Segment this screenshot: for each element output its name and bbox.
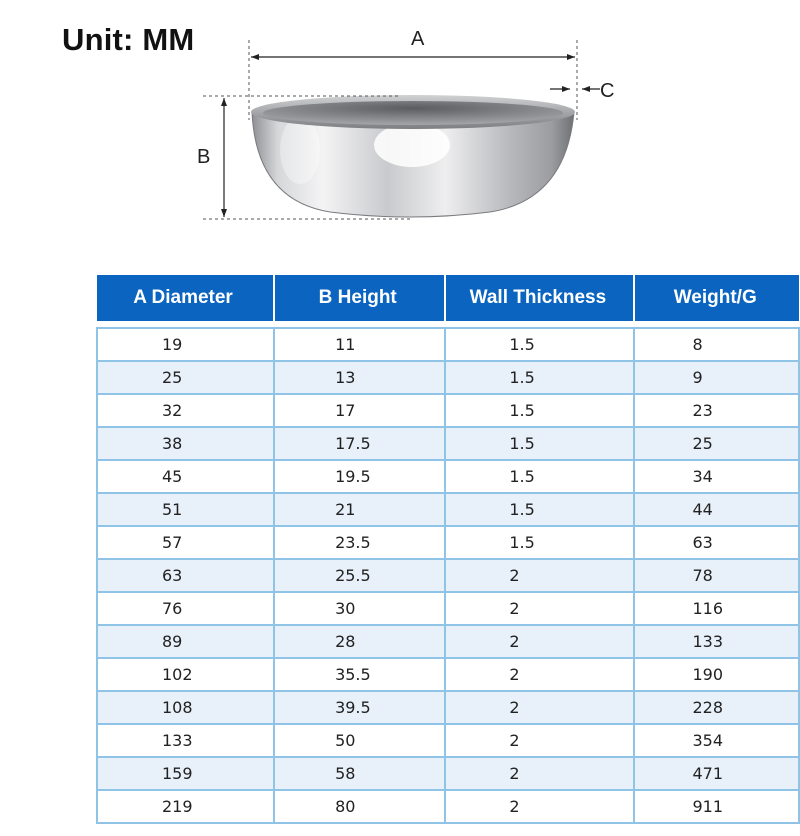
cell-b-height: 80	[274, 790, 445, 823]
cell-weight: 9	[634, 361, 799, 394]
header-a-diameter: A Diameter	[97, 275, 274, 321]
cell-a-diameter: 38	[97, 427, 274, 460]
dimension-b-label: B	[197, 146, 211, 168]
cell-wall-thickness: 2	[445, 658, 634, 691]
cell-weight: 354	[634, 724, 799, 757]
cell-weight: 228	[634, 691, 799, 724]
cell-weight: 911	[634, 790, 799, 823]
table-row	[97, 394, 799, 427]
table-row	[97, 493, 799, 526]
cell-wall-thickness: 2	[445, 592, 634, 625]
table-row	[97, 790, 799, 823]
cell-b-height: 39.5	[274, 691, 445, 724]
table-row	[97, 427, 799, 460]
cell-wall-thickness: 1.5	[445, 526, 634, 559]
cell-wall-thickness: 2	[445, 625, 634, 658]
cell-a-diameter: 19	[97, 328, 274, 361]
header-wall-thickness: Wall Thickness	[445, 275, 634, 321]
table-row	[97, 658, 799, 691]
cell-wall-thickness: 1.5	[445, 493, 634, 526]
cell-wall-thickness: 2	[445, 724, 634, 757]
cell-wall-thickness: 1.5	[445, 328, 634, 361]
cell-weight: 34	[634, 460, 799, 493]
table-row	[97, 328, 799, 361]
cell-a-diameter: 102	[97, 658, 274, 691]
table-row	[97, 724, 799, 757]
cell-b-height: 30	[274, 592, 445, 625]
cell-weight: 8	[634, 328, 799, 361]
cell-weight: 133	[634, 625, 799, 658]
cell-b-height: 17	[274, 394, 445, 427]
cell-a-diameter: 108	[97, 691, 274, 724]
spec-table	[96, 275, 800, 824]
cell-weight: 63	[634, 526, 799, 559]
table-row	[97, 691, 799, 724]
cell-a-diameter: 159	[97, 757, 274, 790]
cell-b-height: 13	[274, 361, 445, 394]
table-row	[97, 460, 799, 493]
cell-wall-thickness: 2	[445, 790, 634, 823]
cell-a-diameter: 219	[97, 790, 274, 823]
cell-a-diameter: 51	[97, 493, 274, 526]
table-body	[97, 328, 799, 823]
unit-label: Unit: MM	[62, 22, 195, 57]
cell-wall-thickness: 1.5	[445, 460, 634, 493]
cell-weight: 116	[634, 592, 799, 625]
table-row	[97, 757, 799, 790]
table-header-row	[97, 275, 799, 321]
cell-a-diameter: 89	[97, 625, 274, 658]
cell-b-height: 23.5	[274, 526, 445, 559]
cell-weight: 23	[634, 394, 799, 427]
cell-weight: 471	[634, 757, 799, 790]
cell-b-height: 19.5	[274, 460, 445, 493]
cell-a-diameter: 25	[97, 361, 274, 394]
cell-a-diameter: 45	[97, 460, 274, 493]
header-b-height: B Height	[274, 275, 445, 321]
table-row	[97, 592, 799, 625]
cell-b-height: 35.5	[274, 658, 445, 691]
cell-weight: 190	[634, 658, 799, 691]
cell-b-height: 17.5	[274, 427, 445, 460]
cell-b-height: 25.5	[274, 559, 445, 592]
table-row	[97, 526, 799, 559]
cell-a-diameter: 57	[97, 526, 274, 559]
header-weight: Weight/G	[634, 275, 799, 321]
cell-weight: 25	[634, 427, 799, 460]
table-row	[97, 625, 799, 658]
cell-a-diameter: 133	[97, 724, 274, 757]
cell-b-height: 28	[274, 625, 445, 658]
cell-wall-thickness: 1.5	[445, 394, 634, 427]
cell-a-diameter: 76	[97, 592, 274, 625]
cell-wall-thickness: 2	[445, 757, 634, 790]
dimension-a-label: A	[411, 28, 425, 50]
bowl-highlight	[374, 123, 450, 167]
cell-a-diameter: 32	[97, 394, 274, 427]
cell-weight: 78	[634, 559, 799, 592]
cell-b-height: 11	[274, 328, 445, 361]
table-row	[97, 361, 799, 394]
dimension-c-label: C	[600, 80, 615, 102]
cell-b-height: 50	[274, 724, 445, 757]
cell-wall-thickness: 2	[445, 691, 634, 724]
cell-wall-thickness: 1.5	[445, 427, 634, 460]
cell-b-height: 21	[274, 493, 445, 526]
bowl-dimension-diagram	[0, 0, 800, 240]
cell-wall-thickness: 1.5	[445, 361, 634, 394]
table-row	[97, 559, 799, 592]
cell-b-height: 58	[274, 757, 445, 790]
cell-wall-thickness: 2	[445, 559, 634, 592]
cell-a-diameter: 63	[97, 559, 274, 592]
bowl-inner	[263, 101, 563, 125]
cell-weight: 44	[634, 493, 799, 526]
